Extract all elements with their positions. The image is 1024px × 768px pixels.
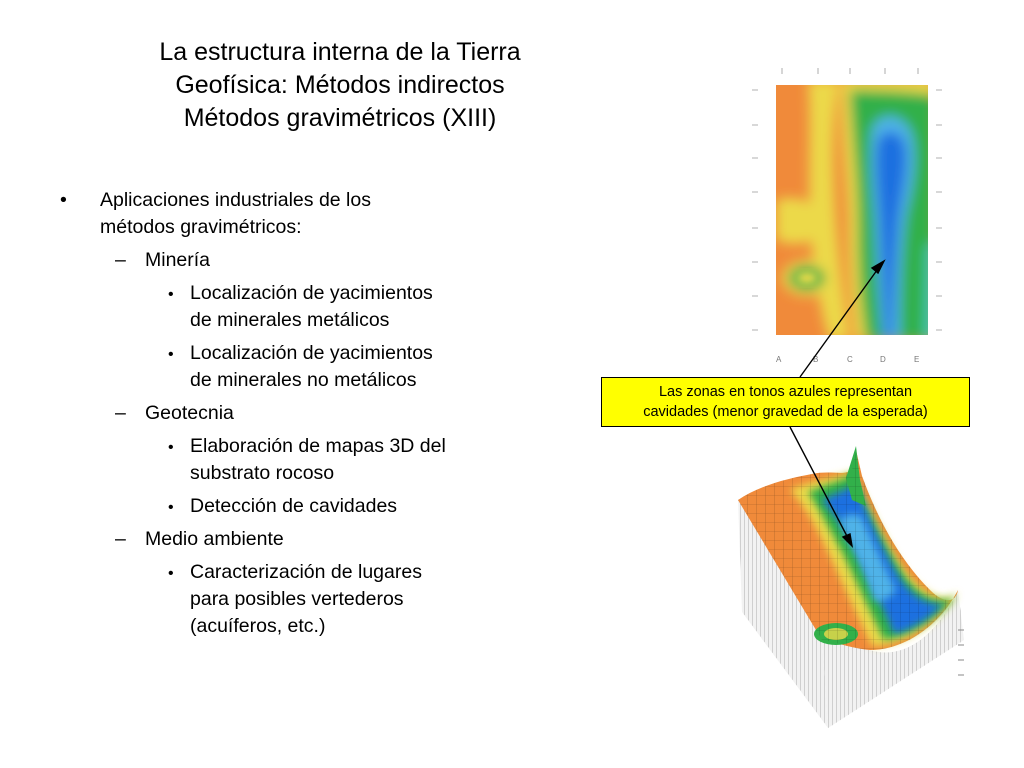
bullet-marker: •: [168, 439, 174, 456]
main-bullet-line-2: métodos gravimétricos:: [100, 216, 302, 238]
map-column-label: C: [847, 355, 853, 364]
bullet-marker: •: [168, 346, 174, 363]
bullet-marker: •: [168, 499, 174, 516]
sub-bullet-mineria: Minería: [145, 249, 211, 271]
item-cavidades: Detección de cavidades: [190, 495, 398, 517]
callout-line-2: cavidades (menor gravedad de la esperada): [643, 404, 928, 420]
dash-marker: –: [115, 402, 126, 424]
main-bullet-line-1: Aplicaciones industriales de los: [100, 189, 371, 211]
gravity-surface-3d: [738, 446, 964, 728]
sub-bullet-medio-ambiente: Medio ambiente: [145, 528, 284, 550]
sub-bullet-geotecnia: Geotecnia: [145, 402, 234, 424]
item-mapas-3d-line-2: substrato rocoso: [190, 462, 335, 484]
title-line-3: Métodos gravimétricos (XIII): [183, 104, 497, 132]
item-no-metalicos-line-1: Localización de yacimientos: [190, 342, 433, 364]
map-column-label: B: [813, 355, 819, 364]
gravity-map-2d: [752, 62, 942, 366]
item-metalicos-line-2: de minerales metálicos: [190, 309, 390, 331]
map-column-label: D: [880, 355, 886, 364]
item-mapas-3d-line-1: Elaboración de mapas 3D del: [190, 435, 446, 457]
item-no-metalicos-line-2: de minerales no metálicos: [190, 369, 417, 391]
item-vertederos-line-2: para posibles vertederos: [190, 588, 404, 610]
bullet-marker: •: [60, 189, 67, 211]
callout-box: [601, 377, 970, 427]
map-column-label: A: [776, 355, 782, 364]
map-colors: [770, 80, 935, 340]
dash-marker: –: [115, 249, 126, 271]
item-metalicos-line-1: Localización de yacimientos: [190, 282, 433, 304]
bullet-marker: •: [168, 286, 174, 303]
callout-line-1: Las zonas en tonos azules representan: [658, 384, 913, 400]
item-vertederos-line-1: Caracterización de lugares: [190, 561, 422, 583]
title-line-1: La estructura interna de la Tierra: [159, 38, 521, 66]
bullet-marker: •: [168, 565, 174, 582]
map-column-label: E: [914, 355, 920, 364]
item-vertederos-line-3: (acuíferos, etc.): [190, 615, 326, 637]
title-line-2: Geofísica: Métodos indirectos: [175, 71, 505, 99]
dash-marker: –: [115, 528, 126, 550]
